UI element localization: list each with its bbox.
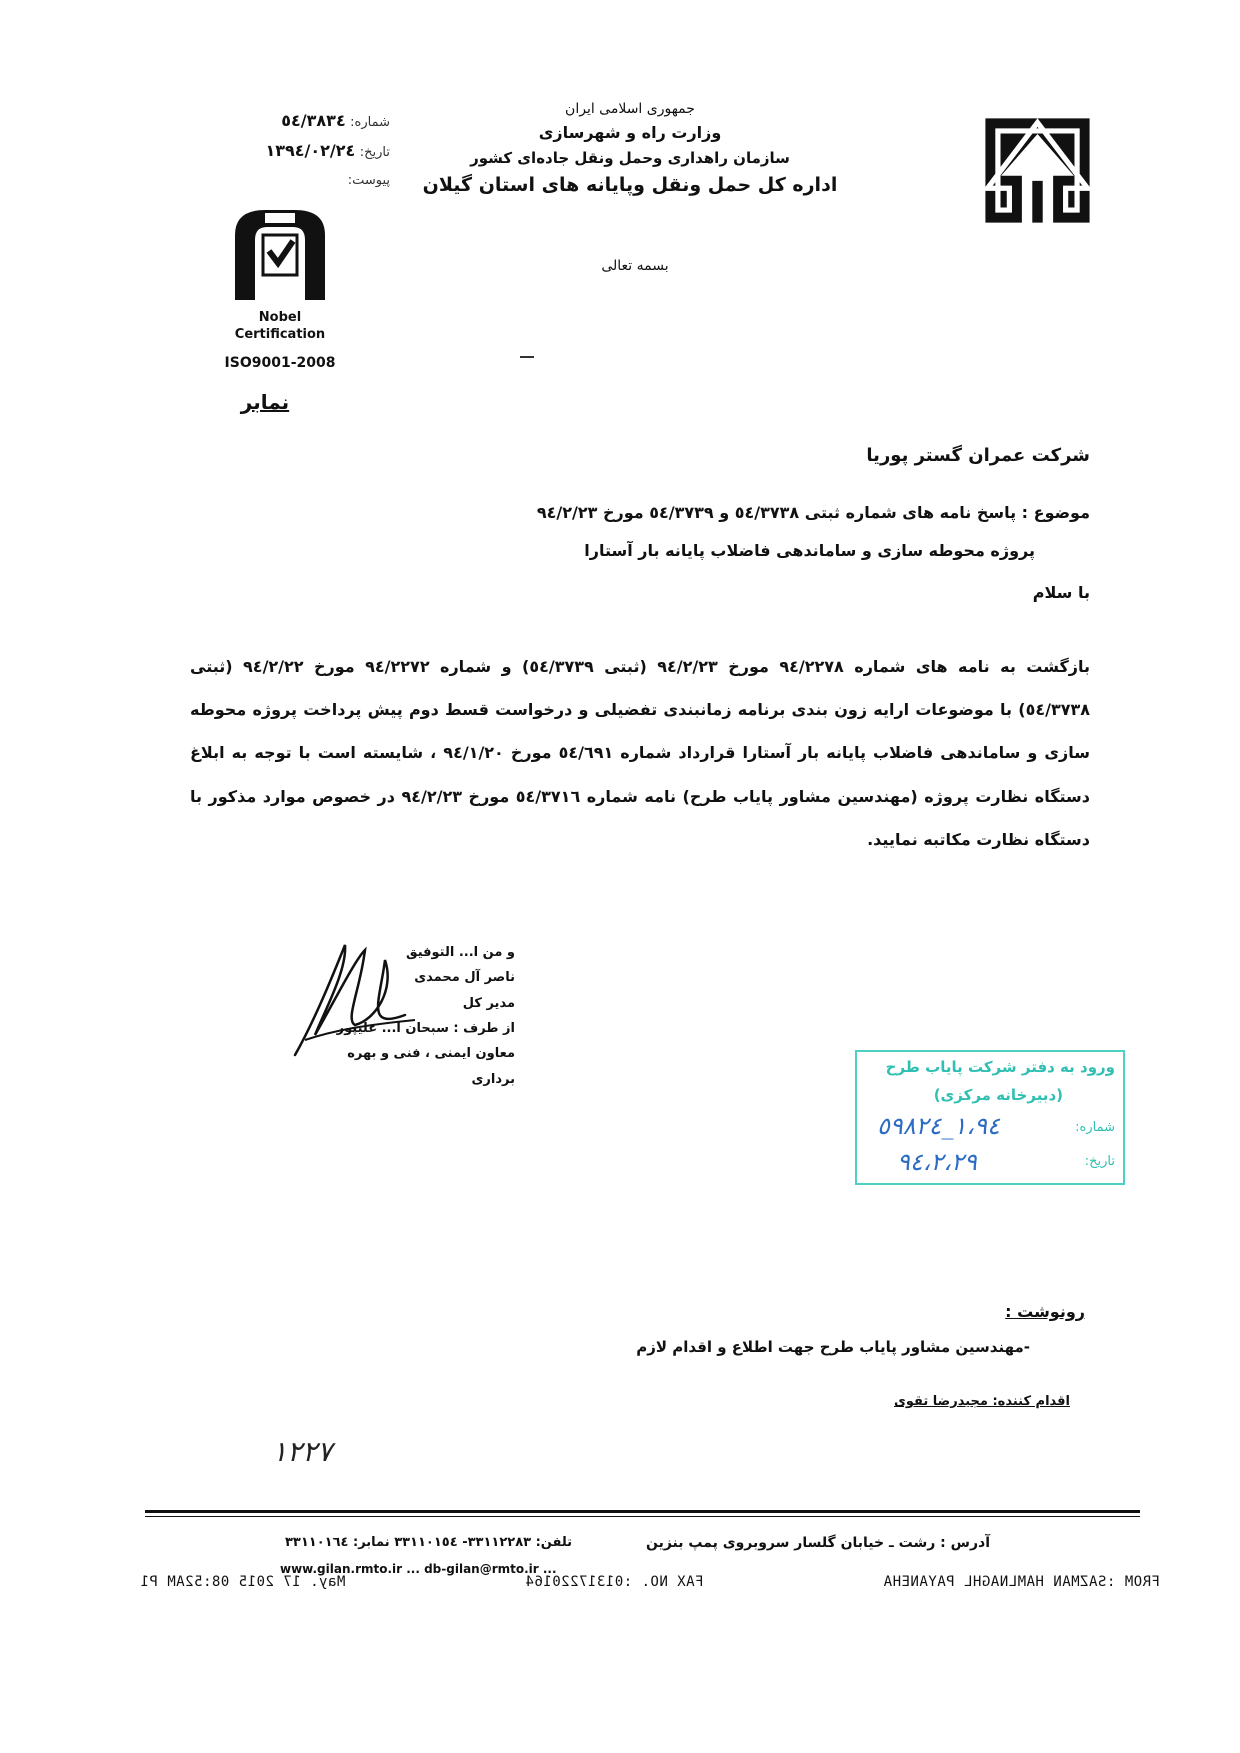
fax-time: May. 17 2015 08:52AM P1 (140, 1574, 346, 1590)
handwritten-signature-icon (285, 930, 425, 1070)
letterhead (420, 98, 840, 200)
recipient: شرکت عمران گستر پوریا (866, 445, 1090, 466)
attachment-label: پیوست: (347, 172, 390, 188)
certification-logo-icon (225, 205, 335, 305)
letter-number-label: شماره: (350, 115, 390, 130)
fax-number: FAX NO. :01317220164 (525, 1574, 704, 1590)
fax-heading: نمابر (240, 390, 290, 414)
letter-number-value: ٥٤/٣٨٣٤ (281, 111, 346, 130)
stamp-number-label: شماره: (1075, 1120, 1115, 1135)
certification-text: Certification (234, 326, 326, 342)
bismillah: بسمه تعالی (601, 258, 669, 274)
footer-address: آدرس : رشت ـ خیابان گلسار سروبروی پمپ بنزین (645, 1535, 990, 1551)
country-name: جمهوری اسلامی ایران (565, 101, 695, 117)
greeting: با سلام (1032, 583, 1090, 602)
footer-web: www.gilan.rmto.ir ... db-gilan@rmto.ir ... (280, 1562, 557, 1576)
signer-title: مدیر کل (462, 995, 515, 1011)
fax-header-line (140, 1574, 1160, 1596)
action-officer: اقدام کننده: مجیدرضا تقوی (893, 1394, 1070, 1409)
subject-line-1: موضوع : پاسخ نامه های شماره ثبتی ٥٤/٣٧٣٨ و ٥٤/٣٧٣٩ مورخ ٩٤/٢/٢٣ (536, 503, 1090, 522)
stamp-subtitle: (دبیرخانه مرکزی) (933, 1086, 1063, 1104)
letter-attachment (210, 167, 390, 194)
deputy-title: معاون ایمنی ، فنی و بهره برداری (347, 1046, 515, 1087)
stamp-date-value: ٩٤،٢،٢٩ (897, 1148, 977, 1176)
on-behalf: از طرف : سبحان ا... علیپور (336, 1021, 515, 1037)
certification-label (215, 310, 345, 344)
body-paragraph: بازگشت به نامه های شماره ٩٤/٢٢٧٨ مورخ ٩٤/٢/٢٣ (ثبتی ٥٤/٣٧٣٩) و شماره ٩٤/٢٢٧٢ مورخ ٩٤/٢/٢٢ (ثبتی ٥٤/٣٧٣٨) با موضوعات ارایه زون بندی برنامه زمانبندی تفضیلی و درخواست قسط دوم پیش پرداخت پروژه محوطه سازی و ساماندهی فاضلاب پایانه بار آستارا قرارداد شماره ٥٤/٦٩١ مورخ ٩٤/١/٢٠ ، شایسته است با توجه به ابلاغ دستگاه نظارت پروژه (مهندسین مشاور پایاب طرح) نامه شماره ٥٤/٣٧١٦ مورخ ٩٤/٢/٢٣ در خصوص موارد مذکور با دستگاه نظارت مکاتبه نمایید. (190, 657, 1091, 849)
iso-standard: ISO9001-2008 (224, 355, 336, 371)
office-name: اداره کل حمل ونقل وپایانه های استان گیلان (422, 173, 838, 196)
letter-date (210, 136, 390, 166)
letter-date-value: ١٣٩٤/٠٢/٢٤ (265, 141, 356, 161)
fax-from: FROM :SAZMAN HAMLNAGHL PAYANEHA (883, 1574, 1160, 1590)
subject-line-2: پروژه محوطه سازی و ساماندهی فاضلاب پایانه بار آستارا (584, 541, 1035, 560)
organization-name: سازمان راهداری وحمل ونقل جاده‌ای کشور (470, 148, 790, 167)
copies-title: رونوشت : (1005, 1302, 1085, 1321)
footer-rule-thin (145, 1516, 1140, 1517)
signature-closing: و من ا... التوفیق (405, 945, 515, 960)
copies-recipient: -مهندسین مشاور پایاب طرح جهت اطلاع و اقدام لازم (636, 1338, 1030, 1356)
handwritten-number: ١٢٢٧ (272, 1435, 333, 1468)
letter-date-label: تاریخ: (359, 145, 390, 161)
road-arrow-logo-icon (975, 108, 1100, 233)
certification-name: Nobel (258, 310, 302, 325)
stamp-title: ورود به دفتر شرکت پایاب طرح (885, 1058, 1115, 1076)
stamp-date-label: تاریخ: (1084, 1154, 1115, 1169)
letter-number (210, 106, 390, 136)
stamp-number-value: ١،٩٤_٥٩٨٢٤ (877, 1112, 1000, 1140)
footer-phones: تلفن: ٣٣١١٢٢٨٣- ٣٣١١٠١٥٤ نمابر: ٣٣١١٠١٦٤ (285, 1535, 573, 1550)
received-stamp (855, 1050, 1125, 1185)
footer-rule (145, 1510, 1140, 1513)
letter-meta (210, 106, 390, 193)
signer-name: ناصر آل محمدی (414, 970, 515, 986)
ministry-name: وزارت راه و شهرسازی (538, 123, 722, 143)
scan-mark (520, 356, 534, 358)
